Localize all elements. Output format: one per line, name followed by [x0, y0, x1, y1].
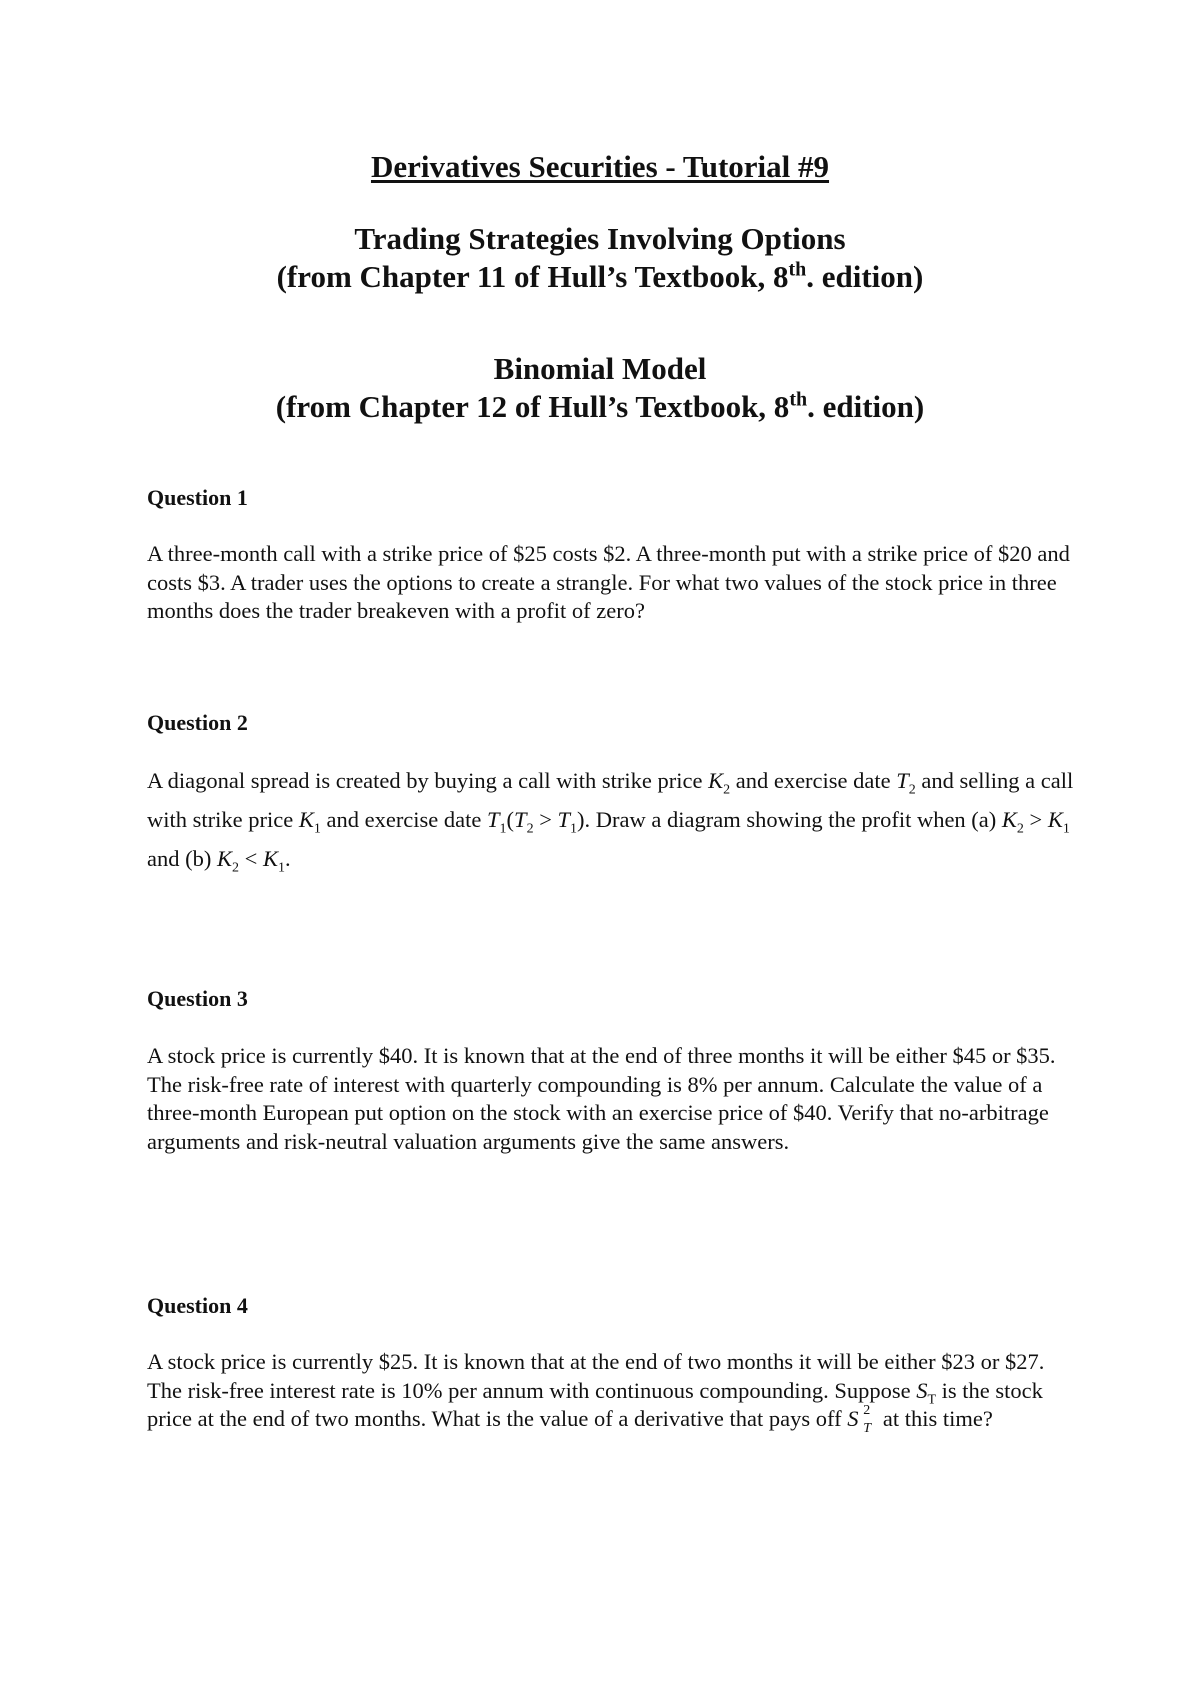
question-4-text: A stock price is currently $25. It is known that at the end of two months it will be either $23 or $27. The risk-free interest rate is 10% per annum with continuous compounding. Suppose $S_T$ is the stock price at the end of two months. What is the value of a derivative that pays off S 2 T at this time?: [147, 1349, 1045, 1436]
page-title: Derivatives Securities - Tutorial #9: [370, 149, 830, 184]
question-2-text: A diagonal spread is created by buying a call with strike price $K_2$ and exercise date $T_2$ and selling a call with strike price $K_1$ and exercise date $T_1(T_2 > T_1)$. Draw a diagram showing the profit when (a) $K_2 > K_1$ and (b) $K_2 < K_1$.: [147, 768, 1074, 876]
question-3-heading: Question 3: [147, 986, 248, 1011]
section2-source: (from Chapter 12 of Hull’s Textbook, 8th. edition): [275, 388, 925, 424]
question-4-heading: Question 4: [147, 1293, 248, 1318]
section1-heading: Trading Strategies Involving Options: [354, 221, 846, 256]
question-1-heading: Question 1: [147, 485, 248, 510]
section2-heading: Binomial Model: [493, 351, 707, 386]
question-3-text: A stock price is currently $40. It is known that at the end of three months it will be either $45 or $35. The risk-free rate of interest with quarterly compounding is 8% per annum. Calculate the value of a three-month European put option on the stock with an exercise price of $40. Verify that no-arbitrage arguments and risk-neutral valuation arguments give the same answers.: [147, 1043, 1056, 1154]
question-2-heading: Question 2: [147, 710, 248, 735]
section1-source: (from Chapter 11 of Hull’s Textbook, 8th. edition): [276, 258, 924, 294]
question-1-text: A three-month call with a strike price of $25 costs $2. A three-month put with a strike price of $20 and costs $3. A trader uses the options to create a strangle. For what two values of the stock price in three months does the trader breakeven with a profit of zero?: [147, 541, 1070, 623]
